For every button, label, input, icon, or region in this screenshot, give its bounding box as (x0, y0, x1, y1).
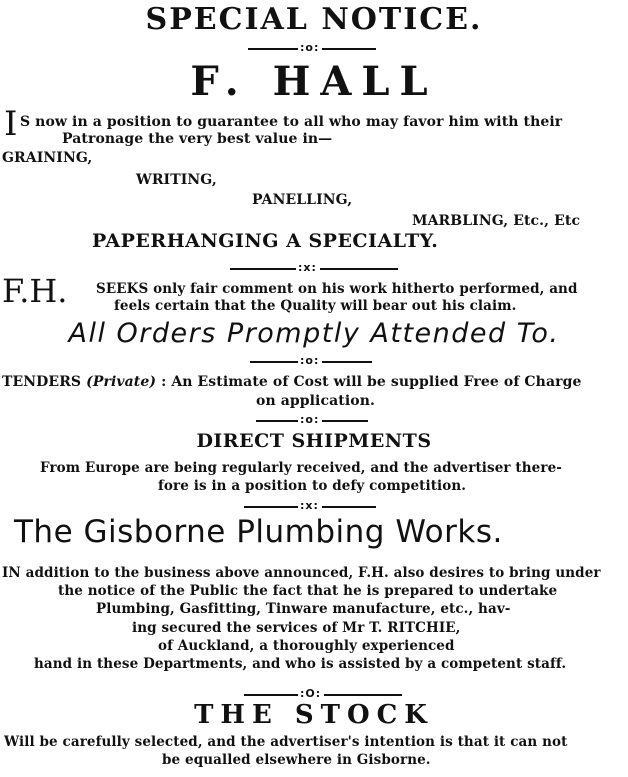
separator (0, 42, 628, 56)
separator-mark: :x: (298, 261, 317, 274)
tenders-text: : An Estimate of Cost will be supplied Free of Charge (161, 374, 582, 390)
service-marbling: MARBLING, Etc., Etc (412, 213, 581, 229)
proprietor-name: F. HALL (190, 58, 438, 105)
separator (0, 355, 628, 369)
intro-line-1: S now in a position to guarantee to all who may favor him with their (20, 114, 563, 130)
shipments-heading: DIRECT SHIPMENTS (196, 430, 432, 452)
orders-banner: All Orders Promptly Attended To. (68, 318, 560, 349)
intro-line-2: Patronage the very best value in— (62, 131, 333, 147)
plumbing-line-5: of Auckland, a thoroughly experienced (158, 638, 455, 654)
separator-mark: :o: (300, 413, 320, 426)
fh-line-1: SEEKS only fair comment on his work hitherto performed, and (96, 281, 578, 297)
separator (0, 500, 628, 514)
tenders-line-2: on application. (256, 393, 375, 409)
stock-line-2: be equalled elsewhere in Gisborne. (162, 752, 431, 768)
page-title: SPECIAL NOTICE. (145, 2, 483, 37)
service-panelling: PANELLING, (252, 192, 353, 208)
plumbing-line-6: hand in these Departments, and who is assisted by a competent staff. (34, 656, 567, 672)
separator-mark: :o: (300, 354, 320, 367)
fh-line-2: feels certain that the Quality will bear out his claim. (114, 298, 517, 314)
separator-mark: :o: (300, 41, 320, 54)
tenders-private: (Private) (86, 374, 157, 390)
service-writing: WRITING, (136, 172, 217, 188)
plumbing-line-2: the notice of the Public the fact that he is prepared to undertake (58, 583, 558, 599)
stock-line-1: Will be carefully selected, and the advertiser's intention is that it can not (4, 734, 568, 750)
plumbing-line-4: ing secured the services of Mr T. RITCHIE, (132, 620, 461, 636)
stock-heading: THE STOCK (194, 700, 434, 730)
shipments-line-1: From Europe are being regularly received, and the advertiser there- (40, 460, 562, 476)
separator (0, 262, 628, 276)
plumbing-heading: The Gisborne Plumbing Works. (14, 514, 503, 550)
tenders-label: TENDERS (2, 374, 82, 390)
intro-dropcap: I (4, 104, 18, 144)
tenders-line-1 (2, 374, 582, 390)
plumbing-line-1: IN addition to the business above announced, F.H. also desires to bring under (2, 565, 601, 581)
separator-mark: :O: (300, 687, 322, 700)
fh-initials: F.H. (2, 272, 68, 310)
separator-mark: :x: (300, 499, 319, 512)
separator (0, 414, 628, 428)
specialty-heading: PAPERHANGING A SPECIALTY. (92, 230, 439, 252)
service-graining: GRAINING, (2, 150, 93, 166)
shipments-line-2: fore is in a position to defy competition. (158, 478, 467, 494)
plumbing-line-3: Plumbing, Gasfitting, Tinware manufacture, etc., hav- (96, 601, 511, 617)
